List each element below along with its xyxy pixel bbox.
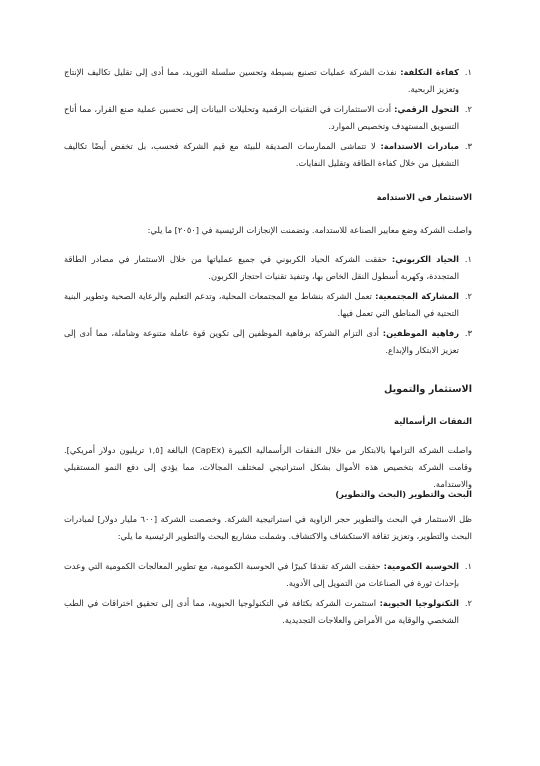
list-item-text: لا تتماشى الممارسات الصديقة للبيئة مع قيم الشركة فحسب، بل تخفض أيضًا تكاليف التشغيل من خلال كفاءة الطاقة وتقليل النفايات. [64,141,459,168]
list-item [64,138,472,172]
list-item-term: الحوسبة الكمومية: [383,561,459,571]
list-item [64,558,472,592]
list-item [64,64,472,98]
list-item-term: التحول الرقمي: [394,104,459,114]
list-number: ٢. [464,291,472,301]
sustainability-list [64,251,472,362]
list-number: ١. [464,254,472,264]
list-item [64,251,472,285]
rd-paragraph: ظل الاستثمار في البحث والتطوير حجر الزاوية في استراتيجية الشركة. وخصصت الشركة [٦٠٠ مليار دولار] لمبادرات البحث والتطوير، وتعزيز ثقافة الاستكشاف والاكتشاف. وشملت مشاريع البحث والتطوير الرئيسية ما يلي: [64,514,473,541]
list-item-text: حققت الشركة الحياد الكربوني في جميع عملياتها من خلال الاستثمار في مصادر الطاقة المتجددة، وكهربة أسطول النقل الخاص بها، وتنفيذ تقنيات احتجاز الكربون. [64,254,459,281]
list-item [64,101,472,135]
list-item-text: حققت الشركة تقدمًا كبيرًا في الحوسبة الكمومية، مع تطوير المعالجات الكمومية التي وعدت بإحداث ثورة في الصناعات من التمويل إلى الأدوية. [64,561,459,588]
rd-heading: البحث والتطوير (البحث والتطوير) [335,489,472,499]
list-item-text: أدت الاستثمارات في التقنيات الرقمية وتحليلات البيانات إلى تحسين عملية صنع القرار، مما أتاح التسويق المستهدف وتخصيص الموارد. [64,104,459,131]
list-item-term: رفاهية الموظفين: [382,328,459,338]
list-number: ٢. [464,104,472,114]
list-number: ١. [464,561,472,571]
list-item-term: مبادرات الاستدامة: [380,141,459,151]
list-item-term: كفاءة التكلفة: [400,67,459,77]
list-item-term: المشاركة المجتمعية: [375,291,459,301]
benefits-list [64,64,472,175]
list-item-text: تعمل الشركة بنشاط مع المجتمعات المحلية، وتدعم التعليم والرعاية الصحية وتطوير البنية التحتية في المناطق التي تعمل فيها. [64,291,459,318]
list-item-term: التكنولوجيا الحيوية: [379,598,459,608]
list-number: ٣. [464,141,472,151]
sustainability-intro: واصلت الشركة وضع معايير الصناعة للاستدامة. وتضمنت الإنجازات الرئيسية في [٢٠٥٠] ما يلي: [147,225,472,235]
capex-heading: النفقات الرأسمالية [394,416,472,426]
list-number: ٣. [464,328,472,338]
list-item-term: الحياد الكربوني: [391,254,459,264]
list-item-text: استثمرت الشركة بكثافة في التكنولوجيا الحيوية، مما أدى إلى تحقيق اختراقات في الطب الشخصي والوقاية من الأمراض والعلاجات التجديدية. [64,598,459,625]
list-number: ١. [464,67,472,77]
investment-heading: الاستثمار والتمويل [384,384,472,395]
list-item [64,325,472,359]
list-item [64,288,472,322]
sustainability-heading: الاستثمار في الاستدامة [376,192,472,202]
list-item-text: نفذت الشركة عمليات تصنيع بسيطة وتحسين سلسلة التوريد، مما أدى إلى تقليل تكاليف الإنتاج وتعزيز الربحية. [64,67,459,94]
list-item-text: أدى التزام الشركة برفاهية الموظفين إلى تكوين قوة عاملة متنوعة وشاملة، مما أدى إلى تعزيز الابتكار والإبداع. [64,328,459,355]
list-number: ٢. [464,598,472,608]
list-item [64,595,472,629]
capex-paragraph: واصلت الشركة التزامها بالابتكار من خلال النفقات الرأسمالية الكبيرة (CapEx) البالغة [١,٥ تريليون دولار أمريكي]. وقامت الشركة بتخصيص هذه الأموال بشكل استراتيجي لمختلف المجالات، مما يؤدي إلى دفع النمو المستقبلي والاستدامة. [64,445,473,489]
rd-projects-list [64,558,472,632]
